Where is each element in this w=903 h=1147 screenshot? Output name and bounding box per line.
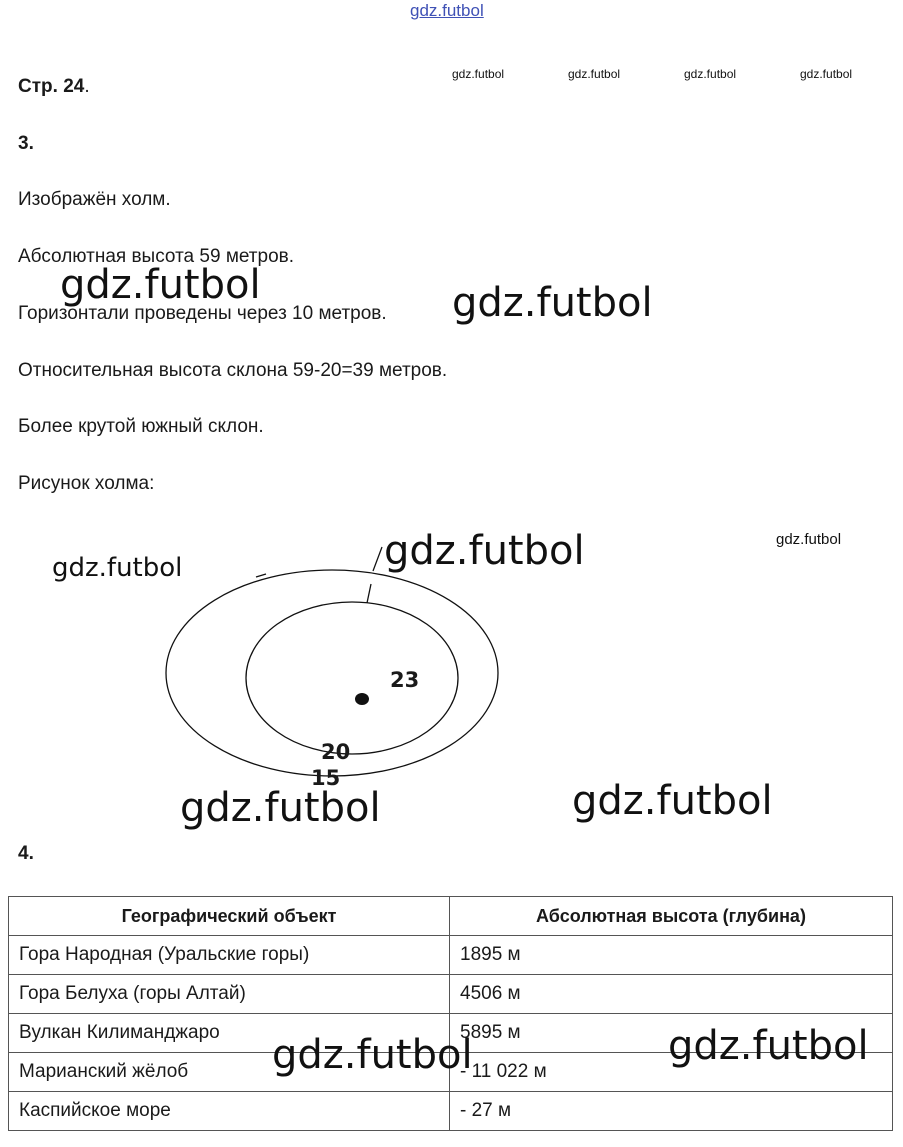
- watermark-large: gdz.futbol: [272, 1032, 473, 1078]
- task-3-line: Горизонтали проведены через 10 метров.: [18, 303, 387, 324]
- task-3-line: Изображён холм.: [18, 189, 171, 210]
- task-3-line: Рисунок холма:: [18, 473, 155, 494]
- table-cell-object: Марианский жёлоб: [9, 1053, 450, 1092]
- contour-label-outer: 15: [311, 766, 341, 790]
- watermark-large: gdz.futbol: [60, 262, 261, 308]
- summit-height-label: 23: [390, 668, 420, 692]
- contour-inner: [246, 602, 458, 754]
- table-cell-object: Каспийское море: [9, 1092, 450, 1131]
- watermark-small: gdz.futbol: [800, 67, 853, 81]
- task-3-line: Более крутой южный склон.: [18, 416, 264, 437]
- watermark-small: gdz.futbol: [568, 67, 621, 81]
- table-cell-object: Вулкан Килиманджаро: [9, 1014, 450, 1053]
- task-3-line: Абсолютная высота 59 метров.: [18, 246, 295, 267]
- table-cell-height: - 11 022 м: [450, 1053, 893, 1092]
- task-4-number: 4.: [18, 843, 34, 864]
- slope-tick-mark: [256, 574, 266, 577]
- summit-point: [355, 693, 369, 705]
- table-row: [9, 1092, 893, 1131]
- watermark-large: gdz.futbol: [384, 528, 585, 574]
- table-row: [9, 975, 893, 1014]
- table-cell-object: Гора Белуха (горы Алтай): [9, 975, 450, 1014]
- watermark-large: gdz.futbol: [180, 785, 381, 831]
- table-header-row: [9, 897, 893, 936]
- watermark-large: gdz.futbol: [572, 778, 773, 824]
- table-cell-object: Гора Народная (Уральские горы): [9, 936, 450, 975]
- table-header-height: Абсолютная высота (глубина): [450, 897, 893, 936]
- watermark-small: gdz.futbol: [684, 67, 737, 81]
- page-label: Стр. 24.: [18, 76, 90, 97]
- contour-label-inner: 20: [321, 740, 351, 764]
- table-cell-height: - 27 м: [450, 1092, 893, 1131]
- task-3-line: Относительная высота склона 59-20=39 метров.: [18, 360, 448, 381]
- slope-tick-outer: [373, 547, 382, 571]
- watermark-small: gdz.futbol: [776, 531, 842, 548]
- heights-table: [8, 896, 893, 1131]
- table-cell-height: 4506 м: [450, 975, 893, 1014]
- slope-tick-inner: [367, 584, 371, 603]
- task-3-number: 3.: [18, 133, 34, 154]
- top-watermark-link[interactable]: gdz.futbol: [410, 1, 484, 20]
- watermark-large: gdz.futbol: [452, 280, 653, 326]
- table-header-object: Географический объект: [9, 897, 450, 936]
- watermark-medium: gdz.futbol: [52, 553, 183, 583]
- watermark-large: gdz.futbol: [668, 1023, 869, 1069]
- watermark-small: gdz.futbol: [452, 67, 505, 81]
- table-row: [9, 936, 893, 975]
- table-cell-height: 5895 м: [450, 1014, 893, 1053]
- table-cell-height: 1895 м: [450, 936, 893, 975]
